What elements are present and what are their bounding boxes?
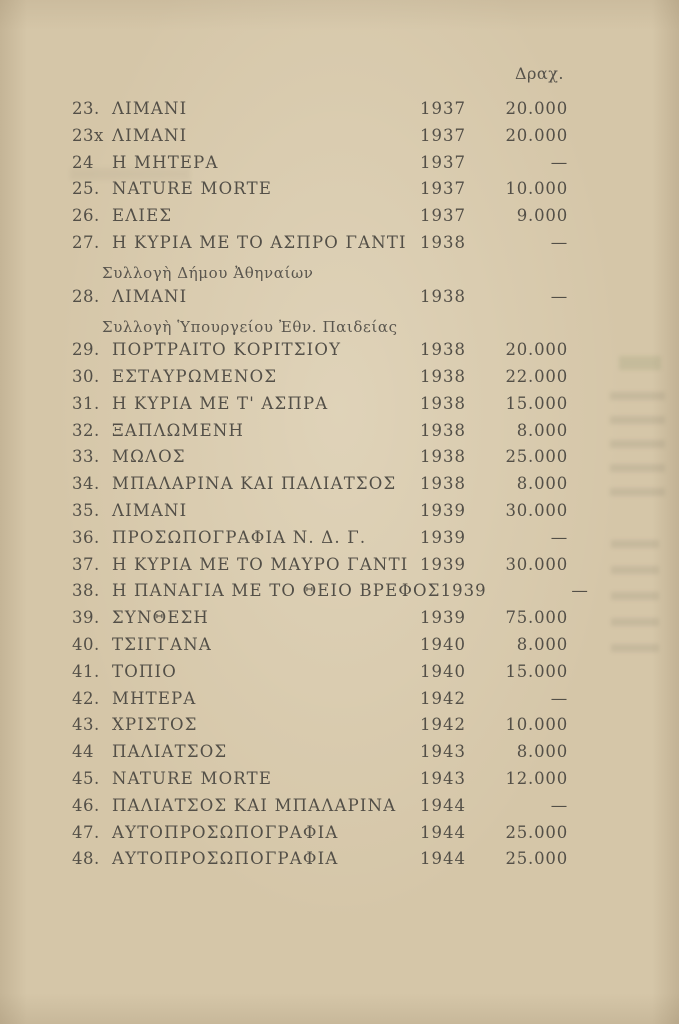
item-title: ΤΟΠΙΟ bbox=[112, 661, 177, 681]
item-year: 1938 bbox=[420, 366, 466, 386]
item-year: 1944 bbox=[420, 822, 466, 842]
list-item bbox=[72, 715, 568, 742]
item-title: Η ΚΥΡΙΑ ΜΕ ΤΟ ΜΑΥΡΟ ΓΑΝΤΙ bbox=[112, 554, 409, 574]
item-price: 30.000 bbox=[505, 500, 568, 520]
list-item bbox=[72, 796, 568, 823]
item-title: NATURE MORTE bbox=[112, 768, 273, 788]
item-year: 1942 bbox=[420, 715, 466, 735]
item-title: ΛΙΜΑΝΙ bbox=[112, 286, 188, 306]
list-item bbox=[72, 340, 568, 367]
item-year: 1938 bbox=[420, 474, 466, 494]
item-price: 8.000 bbox=[516, 742, 568, 762]
collection-note: Συλλογὴ Ὑπουργείου Ἐθν. Παιδείας bbox=[102, 317, 398, 336]
item-title: Η ΠΑΝΑΓΙΑ ΜΕ ΤΟ ΘΕΙΟ ΒΡΕΦΟΣ bbox=[112, 581, 441, 601]
item-year: 1938 bbox=[420, 340, 466, 360]
item-title: ΛΙΜΑΝΙ bbox=[112, 99, 188, 118]
list-item bbox=[72, 287, 568, 314]
item-price: 30.000 bbox=[505, 554, 568, 574]
item-title: ΠΡΟΣΩΠΟΓΡΑΦΙΑ Ν. Δ. Γ. bbox=[112, 527, 367, 547]
item-number: 33. bbox=[72, 447, 100, 467]
item-number: 41. bbox=[72, 661, 100, 681]
list-item bbox=[72, 474, 568, 501]
item-number: 40. bbox=[72, 634, 100, 654]
item-year: 1944 bbox=[420, 795, 466, 815]
item-price: 20.000 bbox=[505, 99, 568, 118]
item-price: 25.000 bbox=[505, 822, 568, 842]
item-year: 1942 bbox=[420, 688, 466, 708]
item-price: — bbox=[550, 688, 568, 708]
item-price: 25.000 bbox=[505, 849, 568, 869]
item-year: 1939 bbox=[420, 527, 466, 547]
item-year: 1944 bbox=[420, 849, 466, 869]
item-title: ΤΣΙΓΓΑΝΑ bbox=[112, 634, 212, 654]
item-year: 1938 bbox=[420, 286, 466, 306]
item-year: 1937 bbox=[420, 125, 466, 145]
item-number: 35. bbox=[72, 500, 100, 520]
list-item bbox=[72, 608, 568, 635]
item-number: 27. bbox=[72, 232, 100, 252]
item-price: 8.000 bbox=[516, 474, 568, 494]
item-price: — bbox=[550, 232, 568, 252]
item-price: — bbox=[550, 795, 568, 815]
item-year: 1943 bbox=[420, 768, 466, 788]
list-item bbox=[72, 99, 568, 126]
list-item bbox=[72, 635, 568, 662]
item-title: Η ΚΥΡΙΑ ΜΕ Τ' ΑΣΠΡΑ bbox=[112, 393, 329, 413]
list-item bbox=[72, 501, 568, 528]
item-title: Η ΜΗΤΕΡΑ bbox=[112, 152, 219, 172]
item-year: 1937 bbox=[420, 99, 466, 118]
item-title: ΠΑΛΙΑΤΣΟΣ bbox=[112, 742, 228, 762]
item-number: 25. bbox=[72, 179, 100, 199]
item-title: ΜΠΑΛΑΡΙΝΑ ΚΑΙ ΠΑΛΙΑΤΣΟΣ bbox=[112, 474, 397, 494]
item-title: ΜΩΛΟΣ bbox=[112, 447, 186, 467]
item-year: 1939 bbox=[440, 581, 487, 601]
list-item bbox=[72, 179, 568, 206]
list-item bbox=[72, 742, 568, 769]
item-number: 46. bbox=[72, 795, 100, 815]
item-price: — bbox=[550, 527, 568, 547]
item-title: ΑΥΤΟΠΡΟΣΩΠΟΓΡΑΦΙΑ bbox=[112, 822, 339, 842]
item-number: 42. bbox=[72, 688, 100, 708]
item-year: 1938 bbox=[420, 393, 466, 413]
item-number: 47. bbox=[72, 822, 100, 842]
item-number: 48. bbox=[72, 849, 100, 869]
item-title: Η ΚΥΡΙΑ ΜΕ ΤΟ ΑΣΠΡΟ ΓΑΝΤΙ bbox=[112, 232, 407, 252]
item-price: 8.000 bbox=[516, 634, 568, 654]
list-item bbox=[72, 769, 568, 796]
item-year: 1937 bbox=[420, 152, 466, 172]
item-number: 39. bbox=[72, 608, 100, 628]
list-item bbox=[72, 153, 568, 180]
item-price: 75.000 bbox=[505, 608, 568, 628]
item-price: 15.000 bbox=[505, 393, 568, 413]
list-item bbox=[72, 823, 568, 850]
show-through-mark bbox=[611, 540, 659, 670]
item-year: 1937 bbox=[420, 206, 466, 226]
item-year: 1938 bbox=[420, 420, 466, 440]
item-number: 44 bbox=[72, 742, 94, 762]
item-title: NATURE MORTE bbox=[112, 179, 273, 199]
item-number: 34. bbox=[72, 474, 100, 494]
show-through-mark bbox=[610, 392, 665, 512]
list-item bbox=[72, 394, 568, 421]
list-item bbox=[72, 126, 568, 153]
item-title: ΠΟΡΤΡΑΙΤΟ ΚΟΡΙΤΣΙΟΥ bbox=[112, 340, 342, 360]
list-item bbox=[72, 206, 568, 233]
item-number: 30. bbox=[72, 366, 100, 386]
item-year: 1940 bbox=[420, 634, 466, 654]
collection-note: Συλλογὴ Δήμου Ἀθηναίων bbox=[102, 264, 314, 283]
item-price: 8.000 bbox=[516, 420, 568, 440]
item-price: 10.000 bbox=[505, 715, 568, 735]
item-number: 37. bbox=[72, 554, 100, 574]
list-item bbox=[72, 421, 568, 448]
item-number: 23. bbox=[72, 99, 100, 118]
item-price: 9.000 bbox=[516, 206, 568, 226]
item-title: ΞΑΠΛΩΜΕΝΗ bbox=[112, 420, 245, 440]
list-item bbox=[72, 555, 568, 582]
item-number: 36. bbox=[72, 527, 100, 547]
item-year: 1939 bbox=[420, 500, 466, 520]
item-number: 31. bbox=[72, 393, 100, 413]
item-number: 45. bbox=[72, 768, 100, 788]
item-number: 43. bbox=[72, 715, 100, 735]
item-title: ΕΛΙΕΣ bbox=[112, 206, 173, 226]
list-item bbox=[72, 528, 568, 555]
item-year: 1937 bbox=[420, 179, 466, 199]
list-item bbox=[72, 367, 568, 394]
list-item bbox=[72, 447, 568, 474]
item-price: 20.000 bbox=[505, 340, 568, 360]
item-year: 1939 bbox=[420, 554, 466, 574]
item-price: 22.000 bbox=[505, 366, 568, 386]
item-year: 1943 bbox=[420, 742, 466, 762]
list-item bbox=[72, 849, 568, 876]
item-number: 26. bbox=[72, 206, 100, 226]
catalog-rows bbox=[72, 99, 589, 876]
item-number: 32. bbox=[72, 420, 100, 440]
item-price: — bbox=[571, 581, 589, 601]
item-title: ΠΑΛΙΑΤΣΟΣ ΚΑΙ ΜΠΑΛΑΡΙΝΑ bbox=[112, 795, 397, 815]
item-year: 1940 bbox=[420, 661, 466, 681]
currency-column-header: Δραχ. bbox=[514, 64, 564, 83]
item-title: ΕΣΤΑΥΡΩΜΕΝΟΣ bbox=[112, 366, 278, 386]
item-year: 1938 bbox=[420, 232, 466, 252]
item-price: 15.000 bbox=[505, 661, 568, 681]
item-title: ΣΥΝΘΕΣΗ bbox=[112, 608, 210, 628]
item-number: 29. bbox=[72, 340, 100, 360]
item-price: — bbox=[550, 286, 568, 306]
show-through-mark bbox=[619, 356, 661, 370]
list-item bbox=[72, 581, 589, 608]
item-year: 1939 bbox=[420, 608, 466, 628]
list-item bbox=[72, 233, 568, 260]
item-price: 20.000 bbox=[505, 125, 568, 145]
item-title: ΑΥΤΟΠΡΟΣΩΠΟΓΡΑΦΙΑ bbox=[112, 849, 339, 869]
item-number: 23x bbox=[72, 125, 104, 145]
item-number: 28. bbox=[72, 286, 100, 306]
item-price: 10.000 bbox=[505, 179, 568, 199]
item-title: ΛΙΜΑΝΙ bbox=[112, 500, 188, 520]
item-title: ΛΙΜΑΝΙ bbox=[112, 125, 188, 145]
catalog-content bbox=[72, 64, 589, 876]
item-price: 25.000 bbox=[505, 447, 568, 467]
item-number: 38. bbox=[72, 581, 100, 601]
list-item bbox=[72, 662, 568, 689]
item-number: 24 bbox=[72, 152, 94, 172]
item-title: ΜΗΤΕΡΑ bbox=[112, 688, 197, 708]
list-item bbox=[72, 689, 568, 716]
item-title: ΧΡΙΣΤΟΣ bbox=[112, 715, 198, 735]
item-price: — bbox=[550, 152, 568, 172]
item-price: 12.000 bbox=[505, 768, 568, 788]
item-year: 1938 bbox=[420, 447, 466, 467]
